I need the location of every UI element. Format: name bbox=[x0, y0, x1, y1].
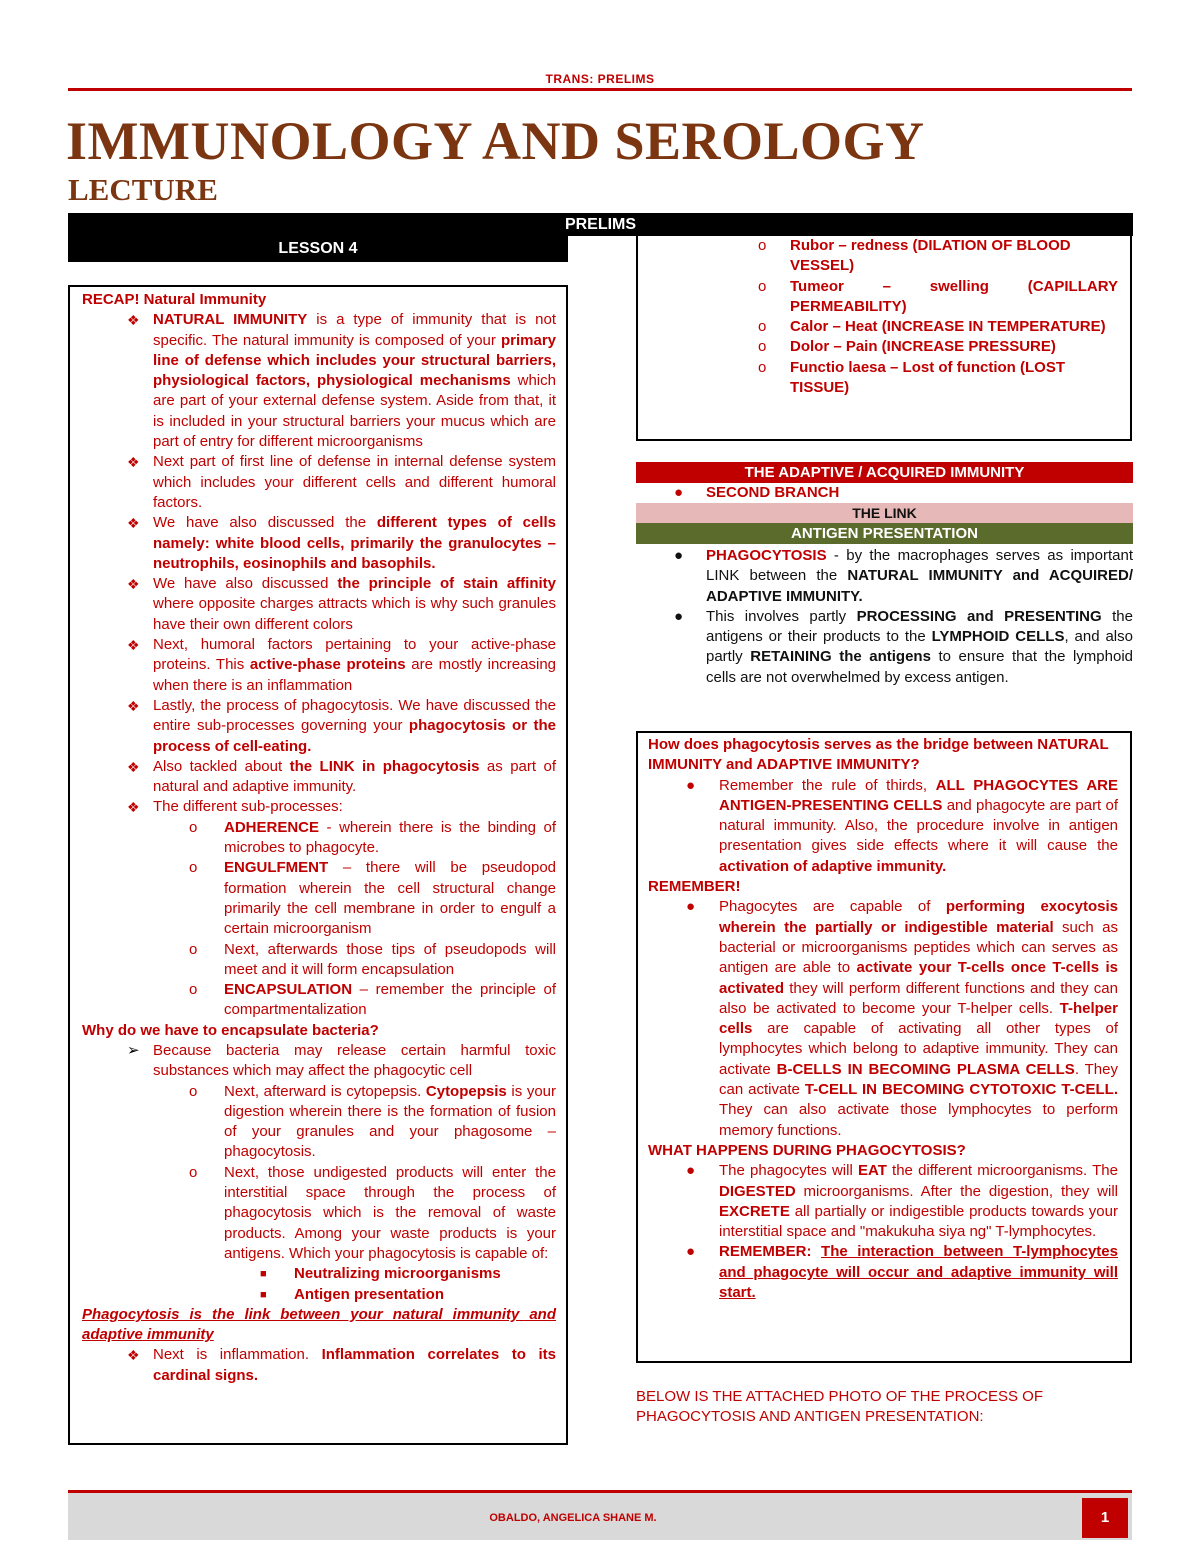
circle-bullet-icon: o bbox=[189, 1082, 198, 1100]
subprocess-adherence: o ADHERENCE - wherein there is the binding of microbes to phagocyte. bbox=[189, 818, 556, 857]
dot-bullet-icon: ● bbox=[674, 607, 684, 625]
recap-bullet-8: ❖ The different sub-processes: bbox=[82, 797, 556, 817]
dot-bullet-icon: ● bbox=[686, 776, 696, 794]
header-rule bbox=[68, 88, 1132, 91]
recap-bullet-5: ❖ Next, humoral factors pertaining to your active-phase proteins. This active-phase proteins are mostly increasing when there is an inflammation bbox=[127, 636, 557, 694]
recap-box bbox=[68, 285, 568, 1445]
sign-calor: o Calor – Heat (INCREASE IN TEMPERATURE) bbox=[638, 317, 1118, 337]
what-happens-heading: WHAT HAPPENS DURING PHAGOCYTOSIS? bbox=[648, 1141, 966, 1159]
diamond-bullet-icon: ❖ bbox=[127, 515, 140, 532]
square-bullet-icon: ■ bbox=[260, 1288, 267, 1301]
circle-bullet-icon: o bbox=[758, 237, 767, 254]
circle-bullet-icon: o bbox=[189, 859, 198, 877]
recap-bullet-3: ❖ We have also discussed the different types of cells namely: white blood cells, primarily the granulocytes – neutrophils, eosinophils and basophils. bbox=[127, 514, 556, 572]
square-bullet-icon: ■ bbox=[260, 1268, 267, 1281]
dot-bullet-icon: ● bbox=[686, 898, 696, 916]
footer-author: OBALDO, ANGELICA SHANE M. bbox=[489, 1512, 657, 1524]
circle-bullet-icon: o bbox=[758, 318, 767, 336]
what-happens-bullet-2: ● REMEMBER: The interaction between T-lymphocytes and phagocyte will occur and adaptive immunity will start. bbox=[686, 1243, 1118, 1302]
bridge-question: How does phagocytosis serves as the bridge between NATURAL IMMUNITY and ADAPTIVE IMMUNITY? bbox=[648, 736, 1109, 774]
ap-bullet-2: ● This involves partly PROCESSING and PRESENTING the antigens or their products to the LYMPHOID CELLS, and also partly RETAINING the antigens to ensure that the lymphoid cells are not overwhelmed by excess antigen. bbox=[674, 607, 1133, 686]
capability-neutralizing: ■ Neutralizing microorganisms bbox=[82, 1264, 556, 1284]
recap-bullet-1: ❖ NATURAL IMMUNITY is a type of immunity that is not specific. The natural immunity is composed of your primary line of defense which includes your structural barriers, physiological factors, physiological mechanisms which are part of your external defense system. Aside from that, it is included in your structural barriers your mucus which are part of entry for different microorganisms bbox=[127, 311, 556, 451]
sign-rubor: o Rubor – redness (DILATION OF BLOOD VESSEL) bbox=[758, 237, 1071, 275]
remember-bullet: ● Phagocytes are capable of performing exocytosis wherein the partially or indigestible material such as bacterial or microorganisms peptides which can serves as antigen are able to activate your T-cells once T-cells is activated they will perform different functions and they can also be activated to become your T-helper cells. T-helper cells are capable of activating all other types of lymphocytes which belong to adaptive immunity. They can activate B-CELLS IN BECOMING PLASMA CELLS. They can activate T-CELL IN BECOMING CYTOTOXIC T-CELL. They can also activate those lymphocytes to perform memory functions. bbox=[686, 898, 1119, 1139]
lesson-bar: LESSON 4 bbox=[68, 236, 568, 262]
dot-bullet-icon: ● bbox=[686, 1243, 696, 1261]
capability-antigen-presentation: ■ Antigen presentation bbox=[82, 1285, 556, 1305]
running-header: TRANS: PRELIMS bbox=[545, 72, 655, 86]
sign-functio-laesa: o Functio laesa – Lost of function (LOST TISSUE) bbox=[758, 358, 1066, 397]
diamond-bullet-icon: ❖ bbox=[127, 1347, 140, 1364]
the-link-bar: THE LINK bbox=[636, 503, 1133, 523]
diamond-bullet-icon: ❖ bbox=[127, 758, 140, 775]
subprocess-pseudopods: o Next, afterwards those tips of pseudopods will meet and it will form encapsulation bbox=[189, 940, 556, 978]
why-question: Why do we have to encapsulate bacteria? bbox=[82, 1021, 379, 1039]
diamond-bullet-icon: ❖ bbox=[127, 454, 140, 471]
circle-bullet-icon: o bbox=[189, 981, 198, 999]
diamond-bullet-icon: ❖ bbox=[127, 576, 140, 593]
document-subtitle: LECTURE bbox=[68, 172, 218, 207]
photo-caption: BELOW IS THE ATTACHED PHOTO OF THE PROCESS OF PHAGOCYTOSIS AND ANTIGEN PRESENTATION: bbox=[636, 1388, 1044, 1425]
undigested-item: o Next, those undigested products will enter the interstitial space through the process of phagocytosis which is the removal of waste products. Among your waste products is your antigens. Which your phagocytosis is capable of: bbox=[189, 1163, 556, 1262]
recap-bullet-4: ❖ We have also discussed the principle of stain affinity where opposite charges attracts which is why such granules have their own different colors bbox=[127, 575, 556, 633]
circle-bullet-icon: o bbox=[758, 277, 767, 295]
subprocess-encapsulation: o ENCAPSULATION – remember the principle of compartmentalization bbox=[189, 981, 556, 1019]
recap-heading: RECAP! Natural Immunity bbox=[82, 291, 267, 308]
sign-dolor: o Dolor – Pain (INCREASE PRESSURE) bbox=[638, 337, 1118, 357]
arrow-bullet-icon: ➢ bbox=[127, 1041, 140, 1059]
cardinal-signs-box bbox=[636, 236, 1132, 441]
circle-bullet-icon: o bbox=[758, 338, 767, 356]
document-title: IMMUNOLOGY AND SEROLOGY bbox=[66, 111, 925, 171]
antigen-presentation-list bbox=[636, 546, 1133, 688]
footer-bar bbox=[68, 1490, 1132, 1540]
prelims-bar: PRELIMS bbox=[68, 213, 1133, 236]
dot-bullet-icon: ● bbox=[674, 484, 684, 501]
recap-bullet-7: ❖ Also tackled about the LINK in phagocytosis as part of natural and adaptive immunity. bbox=[127, 757, 556, 796]
circle-bullet-icon: o bbox=[189, 818, 198, 836]
diamond-bullet-icon: ❖ bbox=[127, 799, 140, 816]
cytopepsis-item: o Next, afterward is cytopepsis. Cytopepsis is your digestion wherein there is the formation of fusion of your granules and your phagosome – phagocytosis. bbox=[189, 1082, 556, 1161]
antigen-presentation-bar: ANTIGEN PRESENTATION bbox=[636, 523, 1133, 544]
sign-tumeor: o Tumeor – swelling (CAPILLARY PERMEABILITY) bbox=[758, 277, 1118, 315]
bridge-box bbox=[636, 731, 1132, 1363]
diamond-bullet-icon: ❖ bbox=[127, 637, 140, 654]
adaptive-immunity-bar: THE ADAPTIVE / ACQUIRED IMMUNITY bbox=[636, 462, 1133, 483]
circle-bullet-icon: o bbox=[189, 1163, 198, 1181]
remember-heading: REMEMBER! bbox=[648, 878, 741, 896]
diamond-bullet-icon: ❖ bbox=[127, 312, 140, 329]
inflammation-item: ❖ Next is inflammation. Inflammation correlates to its cardinal signs. bbox=[127, 1346, 556, 1384]
diamond-bullet-icon: ❖ bbox=[127, 697, 140, 714]
link-statement: Phagocytosis is the link between your natural immunity and adaptive immunity bbox=[82, 1305, 556, 1344]
bridge-bullet-1: ● Remember the rule of thirds, ALL PHAGOCYTES ARE ANTIGEN-PRESENTING CELLS and phagocyte are part of natural immunity. Also, the procedure involve in antigen presentation gives side effects where it will cause the activation of adaptive immunity. bbox=[686, 776, 1118, 875]
what-happens-bullet-1: ● The phagocytes will EAT the different microorganisms. The DIGESTED microorganisms. After the digestion, they will EXCRETE all partially or indigestible products towards your interstitial space and "makukuha siya ng" T-lymphocytes. bbox=[686, 1162, 1118, 1241]
dot-bullet-icon: ● bbox=[674, 547, 684, 564]
circle-bullet-icon: o bbox=[189, 940, 198, 958]
ap-bullet-1: ● PHAGOCYTOSIS - by the macrophages serves as important LINK between the NATURAL IMMUNITY and ACQUIRED/ ADAPTIVE IMMUNITY. bbox=[674, 547, 1133, 605]
because-item: ➢ Because bacteria may release certain harmful toxic substances which may affect the phagocytic cell bbox=[127, 1041, 556, 1080]
recap-bullet-6: ❖ Lastly, the process of phagocytosis. We have discussed the entire sub-processes governing your phagocytosis or the process of cell-eating. bbox=[127, 696, 557, 755]
recap-bullet-2: ❖ Next part of first line of defense in internal defense system which includes your different cells and different humoral factors. bbox=[127, 453, 556, 511]
dot-bullet-icon: ● bbox=[686, 1162, 696, 1180]
page-number: 1 bbox=[1082, 1498, 1128, 1538]
second-branch-item: ● SECOND BRANCH bbox=[674, 484, 840, 501]
circle-bullet-icon: o bbox=[758, 358, 767, 376]
subprocess-engulfment: o ENGULFMENT – there will be pseudopod formation wherein the cell structural change primarily the cell membrane in order to engulf a certain microorganism bbox=[189, 859, 556, 938]
